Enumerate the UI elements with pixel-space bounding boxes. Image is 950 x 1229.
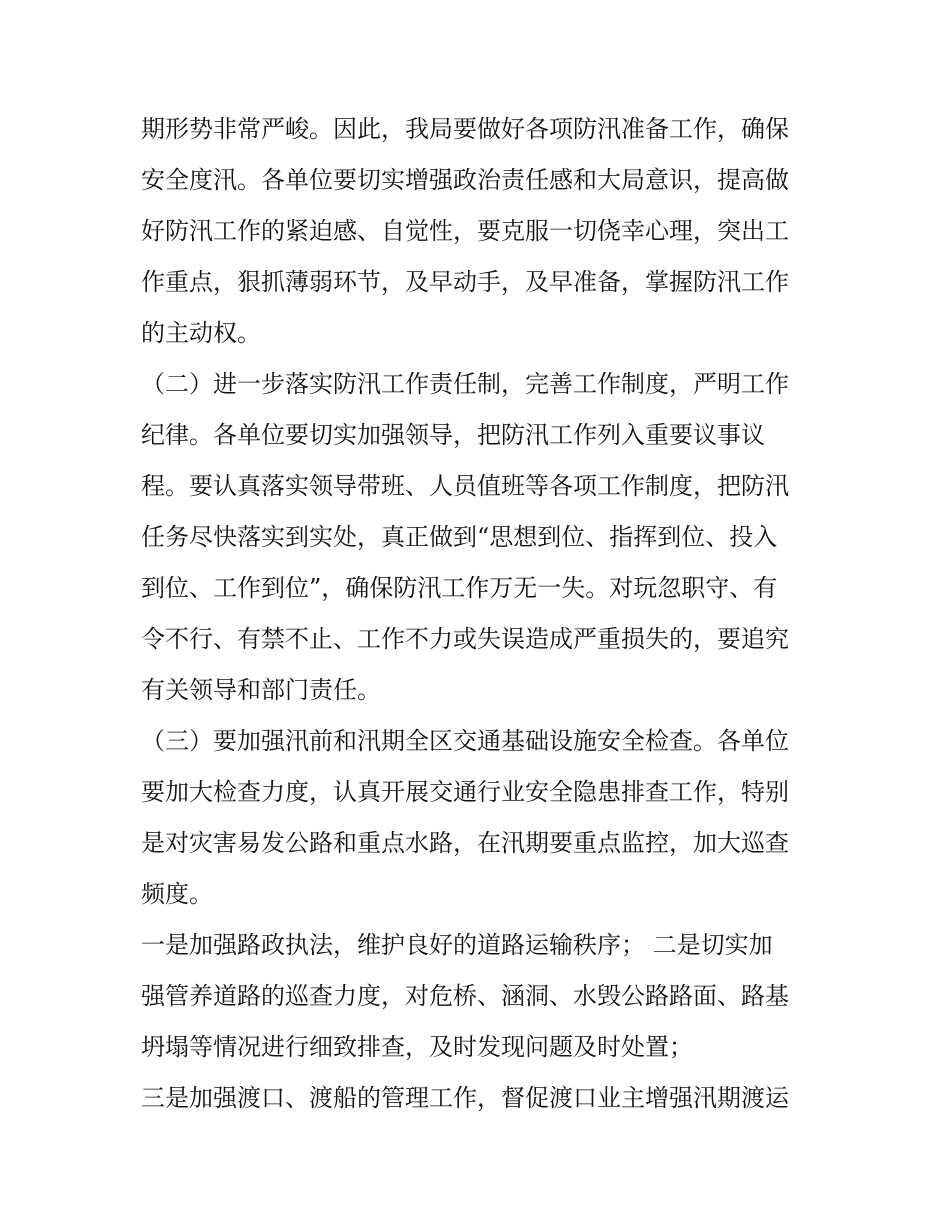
text-line: （二）进一步落实防汛工作责任制，完善工作制度，严明工作 [141, 370, 789, 398]
text-line: （三）要加强汛前和汛期全区交通基础设施安全检查。各单位 [141, 727, 789, 755]
text-line: 任务尽快落实到实处，真正做到“思想到位、指挥到位、投入 [141, 523, 778, 551]
text-line: 作重点，狠抓薄弱环节，及早动手，及早准备，掌握防汛工作 [141, 268, 789, 296]
text-line: 是对灾害易发公路和重点水路，在汛期要重点监控，加大巡查 [141, 829, 789, 857]
text-line: 有关领导和部门责任。 [141, 676, 381, 704]
body-text [141, 104, 821, 1124]
text-line: 安全度汛。各单位要切实增强政治责任感和大局意识，提高做 [141, 166, 789, 194]
text-line: 令不行、有禁不止、工作不力或失误造成严重损失的，要追究 [141, 625, 789, 653]
text-line: 强管养道路的巡查力度，对危桥、涵洞、水毁公路路面、路基 [141, 982, 789, 1010]
text-line: 纪律。各单位要切实加强领导，把防汛工作列入重要议事议 [141, 421, 765, 449]
text-line: 好防汛工作的紧迫感、自觉性，要克服一切侥幸心理，突出工 [141, 217, 789, 245]
text-line: 程。要认真落实领导带班、人员值班等各项工作制度，把防汛 [141, 472, 789, 500]
text-line: 一是加强路政执法，维护良好的道路运输秩序； 二是切实加 [141, 931, 773, 959]
text-line: 期形势非常严峻。因此，我局要做好各项防汛准备工作，确保 [141, 115, 789, 143]
text-line: 频度。 [141, 880, 213, 908]
text-line: 到位、工作到位”，确保防汛工作万无一失。对玩忽职守、有 [141, 574, 778, 602]
text-line: 三是加强渡口、渡船的管理工作，督促渡口业主增强汛期渡运 [141, 1084, 789, 1112]
text-line: 坍塌等情况进行细致排查，及时发现问题及时处置； [141, 1033, 693, 1061]
text-line: 的主动权。 [141, 319, 261, 347]
text-line: 要加大检查力度，认真开展交通行业安全隐患排查工作，特别 [141, 778, 789, 806]
